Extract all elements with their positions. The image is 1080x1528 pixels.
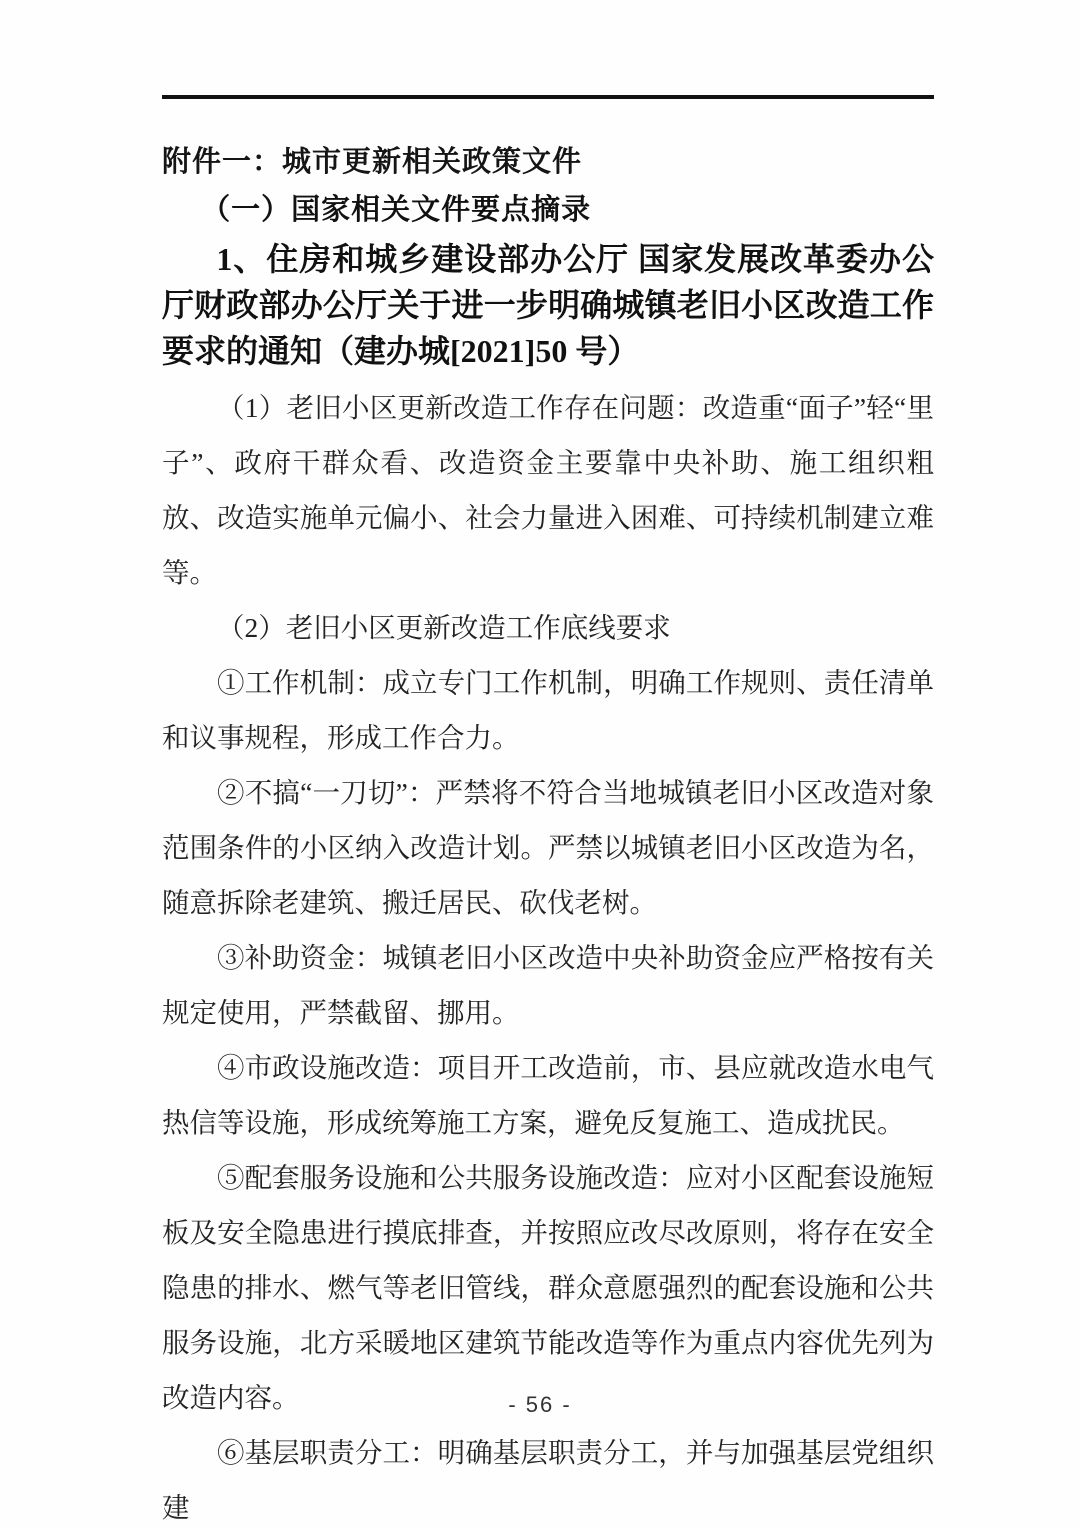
body-paragraph-grassroots-duties: ⑥基层职责分工：明确基层职责分工，并与加强基层党组织建	[162, 1437, 934, 1523]
body-paragraph-municipal-facilities: ④市政设施改造：项目开工改造前，市、县应就改造水电气热信等设施，形成统筹施工方案，避免反复施工、造成扰民。	[162, 1052, 934, 1138]
body-text	[162, 380, 934, 1528]
page-content	[162, 0, 934, 1528]
body-paragraph-subsidy-funds: ③补助资金：城镇老旧小区改造中央补助资金应严格按有关规定使用，严禁截留、挪用。	[162, 942, 934, 1028]
section-heading: （一）国家相关文件要点摘录	[201, 194, 592, 226]
body-paragraph-problems: （1）老旧小区更新改造工作存在问题：改造重“面子”轻“里子”、政府干群众看、改造资金主要靠中央补助、施工组织粗放、改造实施单元偏小、社会力量进入困难、可持续机制建立难等。	[162, 392, 934, 588]
body-paragraph-no-one-size-fits-all: ②不搞“一刀切”：严禁将不符合当地城镇老旧小区改造对象范围条件的小区纳入改造计划。严禁以城镇老旧小区改造为名，随意拆除老建筑、搬迁居民、砍伐老树。	[162, 777, 934, 918]
body-paragraph-bottomline-requirements: （2）老旧小区更新改造工作底线要求	[217, 612, 671, 643]
policy-doc-heading: 1、住房和城乡建设部办公厅 国家发展改革委办公厅财政部办公厅关于进一步明确城镇老旧小区改造工作要求的通知（建办城[2021]50 号）	[162, 241, 934, 369]
body-paragraph-work-mechanism: ①工作机制：成立专门工作机制，明确工作规则、责任清单和议事规程，形成工作合力。	[162, 667, 934, 753]
attachment-title: 附件一：城市更新相关政策文件	[162, 146, 583, 178]
body-paragraph-supporting-facilities: ⑤配套服务设施和公共服务设施改造：应对小区配套设施短板及安全隐患进行摸底排查，并按照应改尽改原则，将存在安全隐患的排水、燃气等老旧管线，群众意愿强烈的配套设施和公共服务设施，北方采暖地区建筑节能改造等作为重点内容优先列为改造内容。	[162, 1162, 934, 1413]
header-rule	[162, 95, 934, 99]
page-number: - 56 -	[508, 1392, 572, 1417]
